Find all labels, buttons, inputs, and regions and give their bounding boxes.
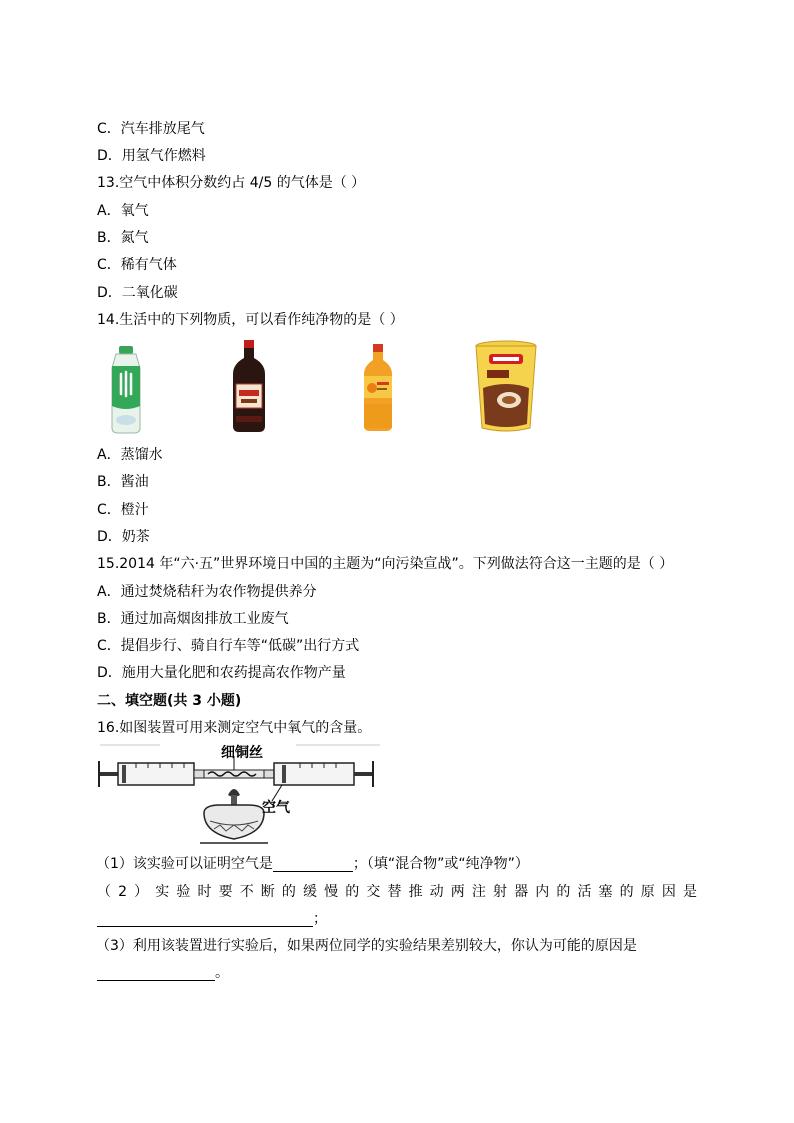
- answer-blank-2[interactable]: [97, 912, 313, 927]
- q16-part2-char: 的: [345, 884, 360, 900]
- q16-part2-char: 断: [260, 884, 275, 900]
- q13-stem: 13.空气中体积分数约占 4/5 的气体是（ ）: [97, 175, 366, 191]
- q16-part2-char: 替: [387, 884, 402, 900]
- q16-part2-char: 两: [450, 884, 465, 900]
- q16-part2-char: 不: [239, 884, 254, 900]
- q14-option-a: A．蒸馏水: [97, 447, 163, 463]
- q16-part2-char: 塞: [598, 884, 613, 900]
- section-heading: 二、填空题(共 3 小题): [97, 693, 242, 709]
- orange-juice-bottle-image: [360, 344, 396, 432]
- milk-tea-cup-image: [473, 340, 539, 434]
- q16-part2-char: （: [97, 884, 111, 900]
- q16-part2-char: 交: [366, 884, 381, 900]
- q12-option-d: D．用氢气作燃料: [97, 148, 206, 164]
- q16-part2-char: 的: [556, 884, 571, 900]
- q16-part3-end: 。: [215, 965, 229, 981]
- q14-option-d: D．奶茶: [97, 529, 150, 545]
- q16-part2-char: 时: [197, 884, 212, 900]
- q14-option-b: B．酱油: [97, 474, 149, 490]
- q16-stem: 16.如图装置可用来测定空气中氧气的含量。: [97, 720, 372, 736]
- diagram-label-copper-wire: 细铜丝: [221, 745, 263, 761]
- soy-sauce-bottle-image: [229, 340, 269, 434]
- q16-part2-answer-line: [97, 911, 327, 927]
- q16-part2-line: [97, 884, 697, 900]
- q16-part2-char: 原: [640, 884, 655, 900]
- q16-part2-char: 验: [176, 884, 191, 900]
- q16-part2-char: 是: [682, 884, 697, 900]
- q16-part2-char: 内: [535, 884, 550, 900]
- q16-part2-char: 2: [118, 884, 128, 900]
- q16-part2-char: 的: [281, 884, 296, 900]
- q12-option-c: C．汽车排放尾气: [97, 121, 205, 137]
- q14-stem: 14.生活中的下列物质，可以看作纯净物的是（ ）: [97, 312, 404, 328]
- q16-part2-char: 动: [429, 884, 444, 900]
- distilled-water-bottle-image: [108, 346, 144, 434]
- q14-option-c: C．橙汁: [97, 502, 149, 518]
- q16-part2-char: 缓: [303, 884, 318, 900]
- answer-blank-3[interactable]: [97, 966, 215, 981]
- q16-part2-char: 要: [218, 884, 233, 900]
- answer-blank-1[interactable]: [273, 857, 353, 872]
- q16-part2-end: ；: [313, 911, 327, 927]
- q15-option-c: C．提倡步行、骑自行车等“低碳”出行方式: [97, 638, 360, 654]
- q13-option-c: C．稀有气体: [97, 257, 177, 273]
- q16-part2-char: 实: [155, 884, 170, 900]
- q16-part1-suffix: ；（填“混合物”或“纯净物”）: [352, 856, 529, 872]
- q16-part3: （3）利用该装置进行实验后，如果两位同学的实验结果差别较大，你认为可能的原因是: [96, 938, 637, 954]
- q16-part2-char: 慢: [324, 884, 339, 900]
- q16-part2-char: 器: [514, 884, 529, 900]
- q16-part2-char: 注: [471, 884, 486, 900]
- q13-option-b: B．氮气: [97, 230, 149, 246]
- q16-part2-char: 活: [577, 884, 592, 900]
- q16-part3-answer-line: [97, 965, 229, 981]
- q15-option-b: B．通过加高烟囱排放工业废气: [97, 611, 289, 627]
- q16-part2-char: ）: [134, 884, 149, 900]
- q13-option-a: A．氧气: [97, 203, 149, 219]
- diagram-label-air: 空气: [262, 800, 290, 816]
- q16-part2-char: 推: [408, 884, 423, 900]
- q15-stem: 15.2014 年“六·五”世界环境日中国的主题为“向污染宣战”。下列做法符合这一主题的是（ ）: [97, 556, 674, 572]
- q16-part1: [96, 856, 529, 872]
- q15-option-d: D．施用大量化肥和农药提高农作物产量: [97, 665, 346, 681]
- q13-option-d: D．二氧化碳: [97, 285, 178, 301]
- q16-part2-char: 因: [661, 884, 676, 900]
- q15-option-a: A．通过焚烧秸秆为农作物提供养分: [97, 584, 317, 600]
- q16-part1-prefix: （1）该实验可以证明空气是: [96, 856, 273, 872]
- q16-part2-char: 的: [619, 884, 634, 900]
- q16-part2-char: 射: [493, 884, 507, 900]
